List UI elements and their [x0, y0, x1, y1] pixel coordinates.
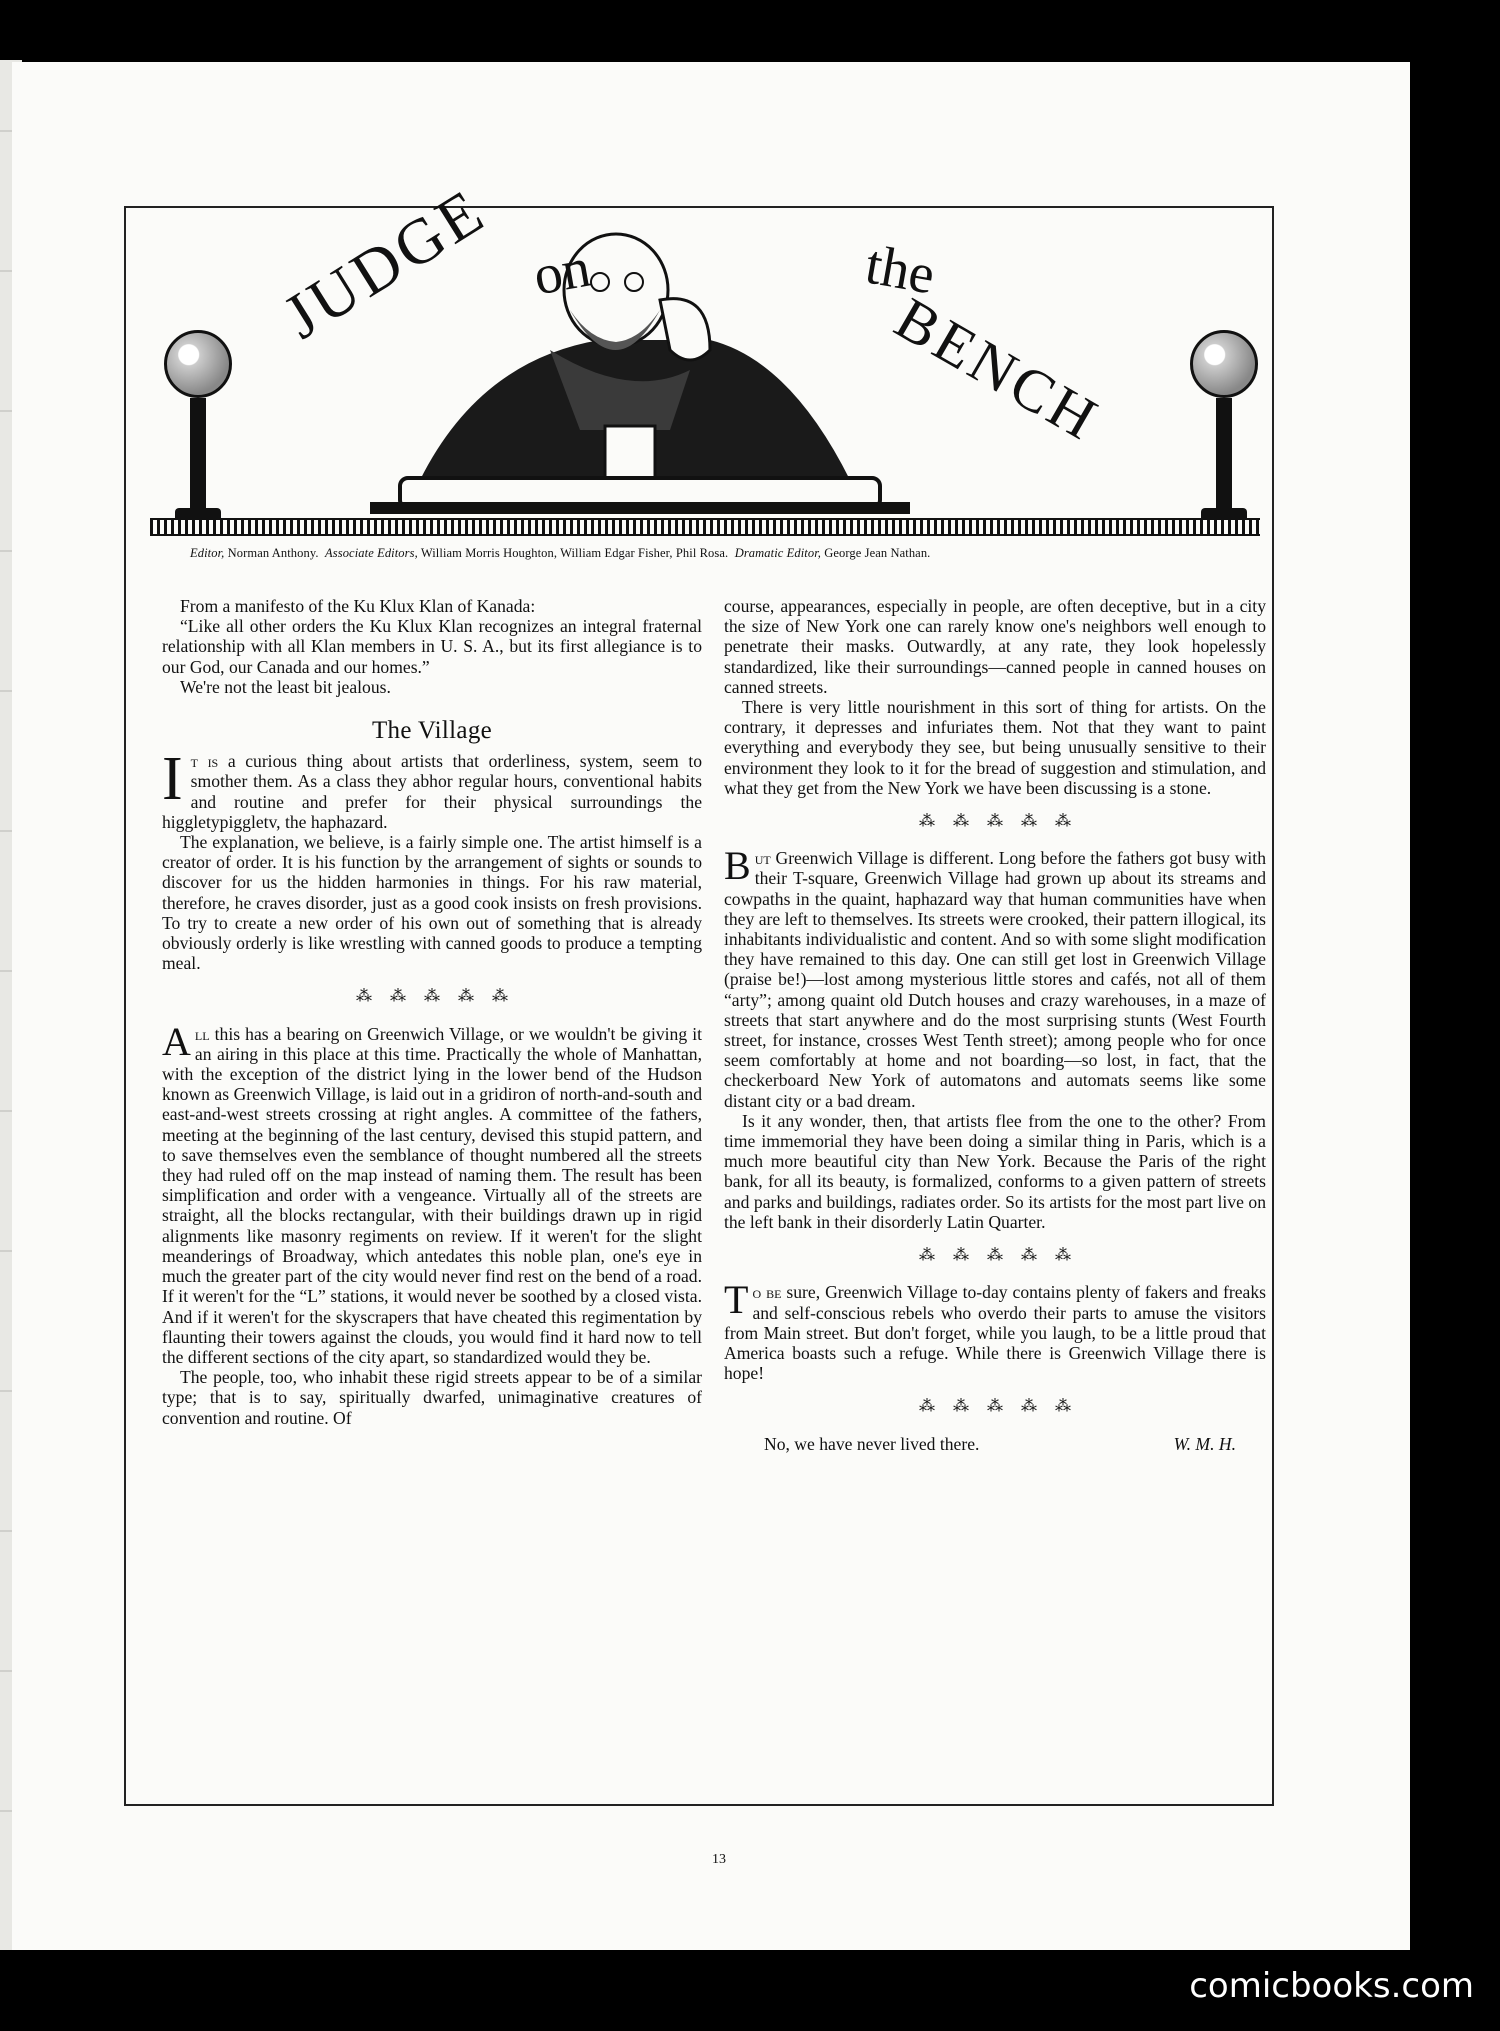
paragraph-6: There is very little nourishment in this sort of thing for artists. On the contrary, it depresses and infuriates them. Not that they want to paint everything and everybody they see, but being unusually sensitive to their environment they look to it for the bread of suggestion and stimulation, and what they get from the New York we have been discussing is a stone. [724, 697, 1266, 798]
author-initials: W. M. H. [1173, 1433, 1236, 1454]
closing-line: No, we have never lived there. [764, 1433, 980, 1454]
masthead-title [271, 174, 1118, 464]
paragraph-4: The people, too, who inhabit these rigid streets appear to be of a similar type; that is to say, spiritually dwarfed, unimaginative creatures of convention and routine. Of [162, 1367, 702, 1428]
title-word-judge: JUDGE [271, 174, 498, 353]
section-ornament: ⁂⁂⁂⁂⁂ [919, 1398, 1089, 1416]
section-ornament: ⁂⁂⁂⁂⁂ [919, 1247, 1089, 1265]
section-ornament: ⁂⁂⁂⁂⁂ [356, 988, 526, 1006]
title-word-the: the [861, 233, 940, 307]
left-column [162, 596, 702, 1428]
masthead [150, 174, 1270, 550]
signoff [724, 1434, 1266, 1454]
site-watermark: comicbooks.com [1189, 1966, 1474, 2006]
title-word-bench: BENCH [884, 284, 1111, 454]
paragraph-1: It is a curious thing about artists that orderliness, system, seem to smother them. As a class they abhor regular hours, conventional habits and routine and prefer for their physical surroundings the higgletypiggletv, the haphazard. [162, 745, 703, 832]
paragraph-5: course, appearances, especially in people, are often deceptive, but in a city the size of New York one can rarely know one's neighbors well enough to penetrate their masks. Outwardly, at any rate, they look hopelessly standardized, like their surroundings—canned people in canned houses on canned streets. [724, 596, 1266, 697]
editorial-credits: Editor, Norman Anthony. Associate Editors, William Morris Houghton, William Edgar Fisher, Phil Rosa. Dramatic Editor, George Jean Nathan. [190, 546, 931, 560]
paragraph-9: To be sure, Greenwich Village to-day contains plenty of fakers and freaks and self-conscious rebels who overdo their parts to amuse the visitors from Main street. But don't forget, while you laugh, to be a little proud that America boasts such a refuge. While there is Greenwich Village there is hope! [724, 1277, 1266, 1384]
klan-quote: “Like all other orders the Ku Klux Klan recognizes an integral fraternal relationship with all Klan members in U. S. A., but its first allegiance is to our God, our Canada and our homes.” [162, 616, 702, 677]
bench-base-rule [150, 518, 1260, 536]
intro-remark: We're not the least bit jealous. [180, 676, 391, 697]
section-ornament: ⁂⁂⁂⁂⁂ [919, 813, 1089, 831]
title-word-on: on [529, 236, 595, 308]
paragraph-7: But Greenwich Village is different. Long before the fathers got busy with their T-square, Greenwich Village had grown up about its streams and cowpaths in the quaint, haphazard way that human communities have when they are left to themselves. Its streets were crooked, their pattern illogical, its inhabitants individualistic and content. And so with some slight modification they have remained to this day. One can still get lost in Greenwich Village (praise be!)—lost among mysterious little stores and cafés, not all of them “arty”; among quaint old Dutch houses and crazy warehouses, in a maze of streets that start anywhere and do the most surprising stunts (West Fourth street, for instance, crosses West Tenth street); among people who for once seem comfortably at home and not boarding—so lost, in fact, that the checkerboard New York of automatons and automats seems like some distant city or a bad dream. [724, 843, 1266, 1111]
right-column [724, 596, 1266, 1454]
paragraph-2: The explanation, we believe, is a fairly simple one. The artist himself is a creator of order. It is his function by the arrangement of sights or sounds to discover for us the hidden harmonies in things. For his raw material, therefore, he craves disorder, just as a good cook insists on fresh provisions. To try to create a new order of his own out of something that is already obviously orderly is like wrestling with canned goods to produce a tempting meal. [162, 832, 702, 974]
article-heading: The Village [371, 717, 493, 745]
intro-line: From a manifesto of the Ku Klux Klan of Kanada: [180, 596, 536, 616]
paragraph-3: All this has a bearing on Greenwich Village, or we wouldn't be giving it an airing in this place at this time. Practically the whole of Manhattan, with the exception of the district lying in the lower bend of the Hudson known as Greenwich Village, is laid out in a gridiron of north-and-south and east-and-west streets crossing at right angles. A committee of the fathers, meeting at the beginning of the last century, devised this stupid pattern, and to save themselves even the semblance of thought numbered all the streets they had ruled off on the map instead of naming them. The result has been simplification and order with a vengeance. Virtually all of the streets are straight, all the blocks rectangular, with their buildings drawn up in rigid alignments like masonry regiments on review. If it weren't for the slight meanderings of Broadway, which antedates this noble plan, one's eye in much the greater part of the city would never find rest on the bend of a road. If it weren't for the “L” stations, it would never be soothed by a closed vista. And if it weren't for the skyscrapers that have cheated this regimentation by flaunting their towers against the clouds, you would find it hard now to tell the different sections of the city apart, so standardized would they be. [162, 1018, 702, 1367]
page-number: 13 [712, 1852, 726, 1867]
paragraph-8: Is it any wonder, then, that artists flee from the one to the other? From time immemorial they have been doing a similar thing in Paris, which is a much more beautiful city than New York. Because the Paris of the right bank, for all its beauty, is formalized, conforms to a given pattern of streets and parks and buildings, radiates order. So its artists for the most part live on the left bank in their disorderly Latin Quarter. [724, 1110, 1266, 1232]
